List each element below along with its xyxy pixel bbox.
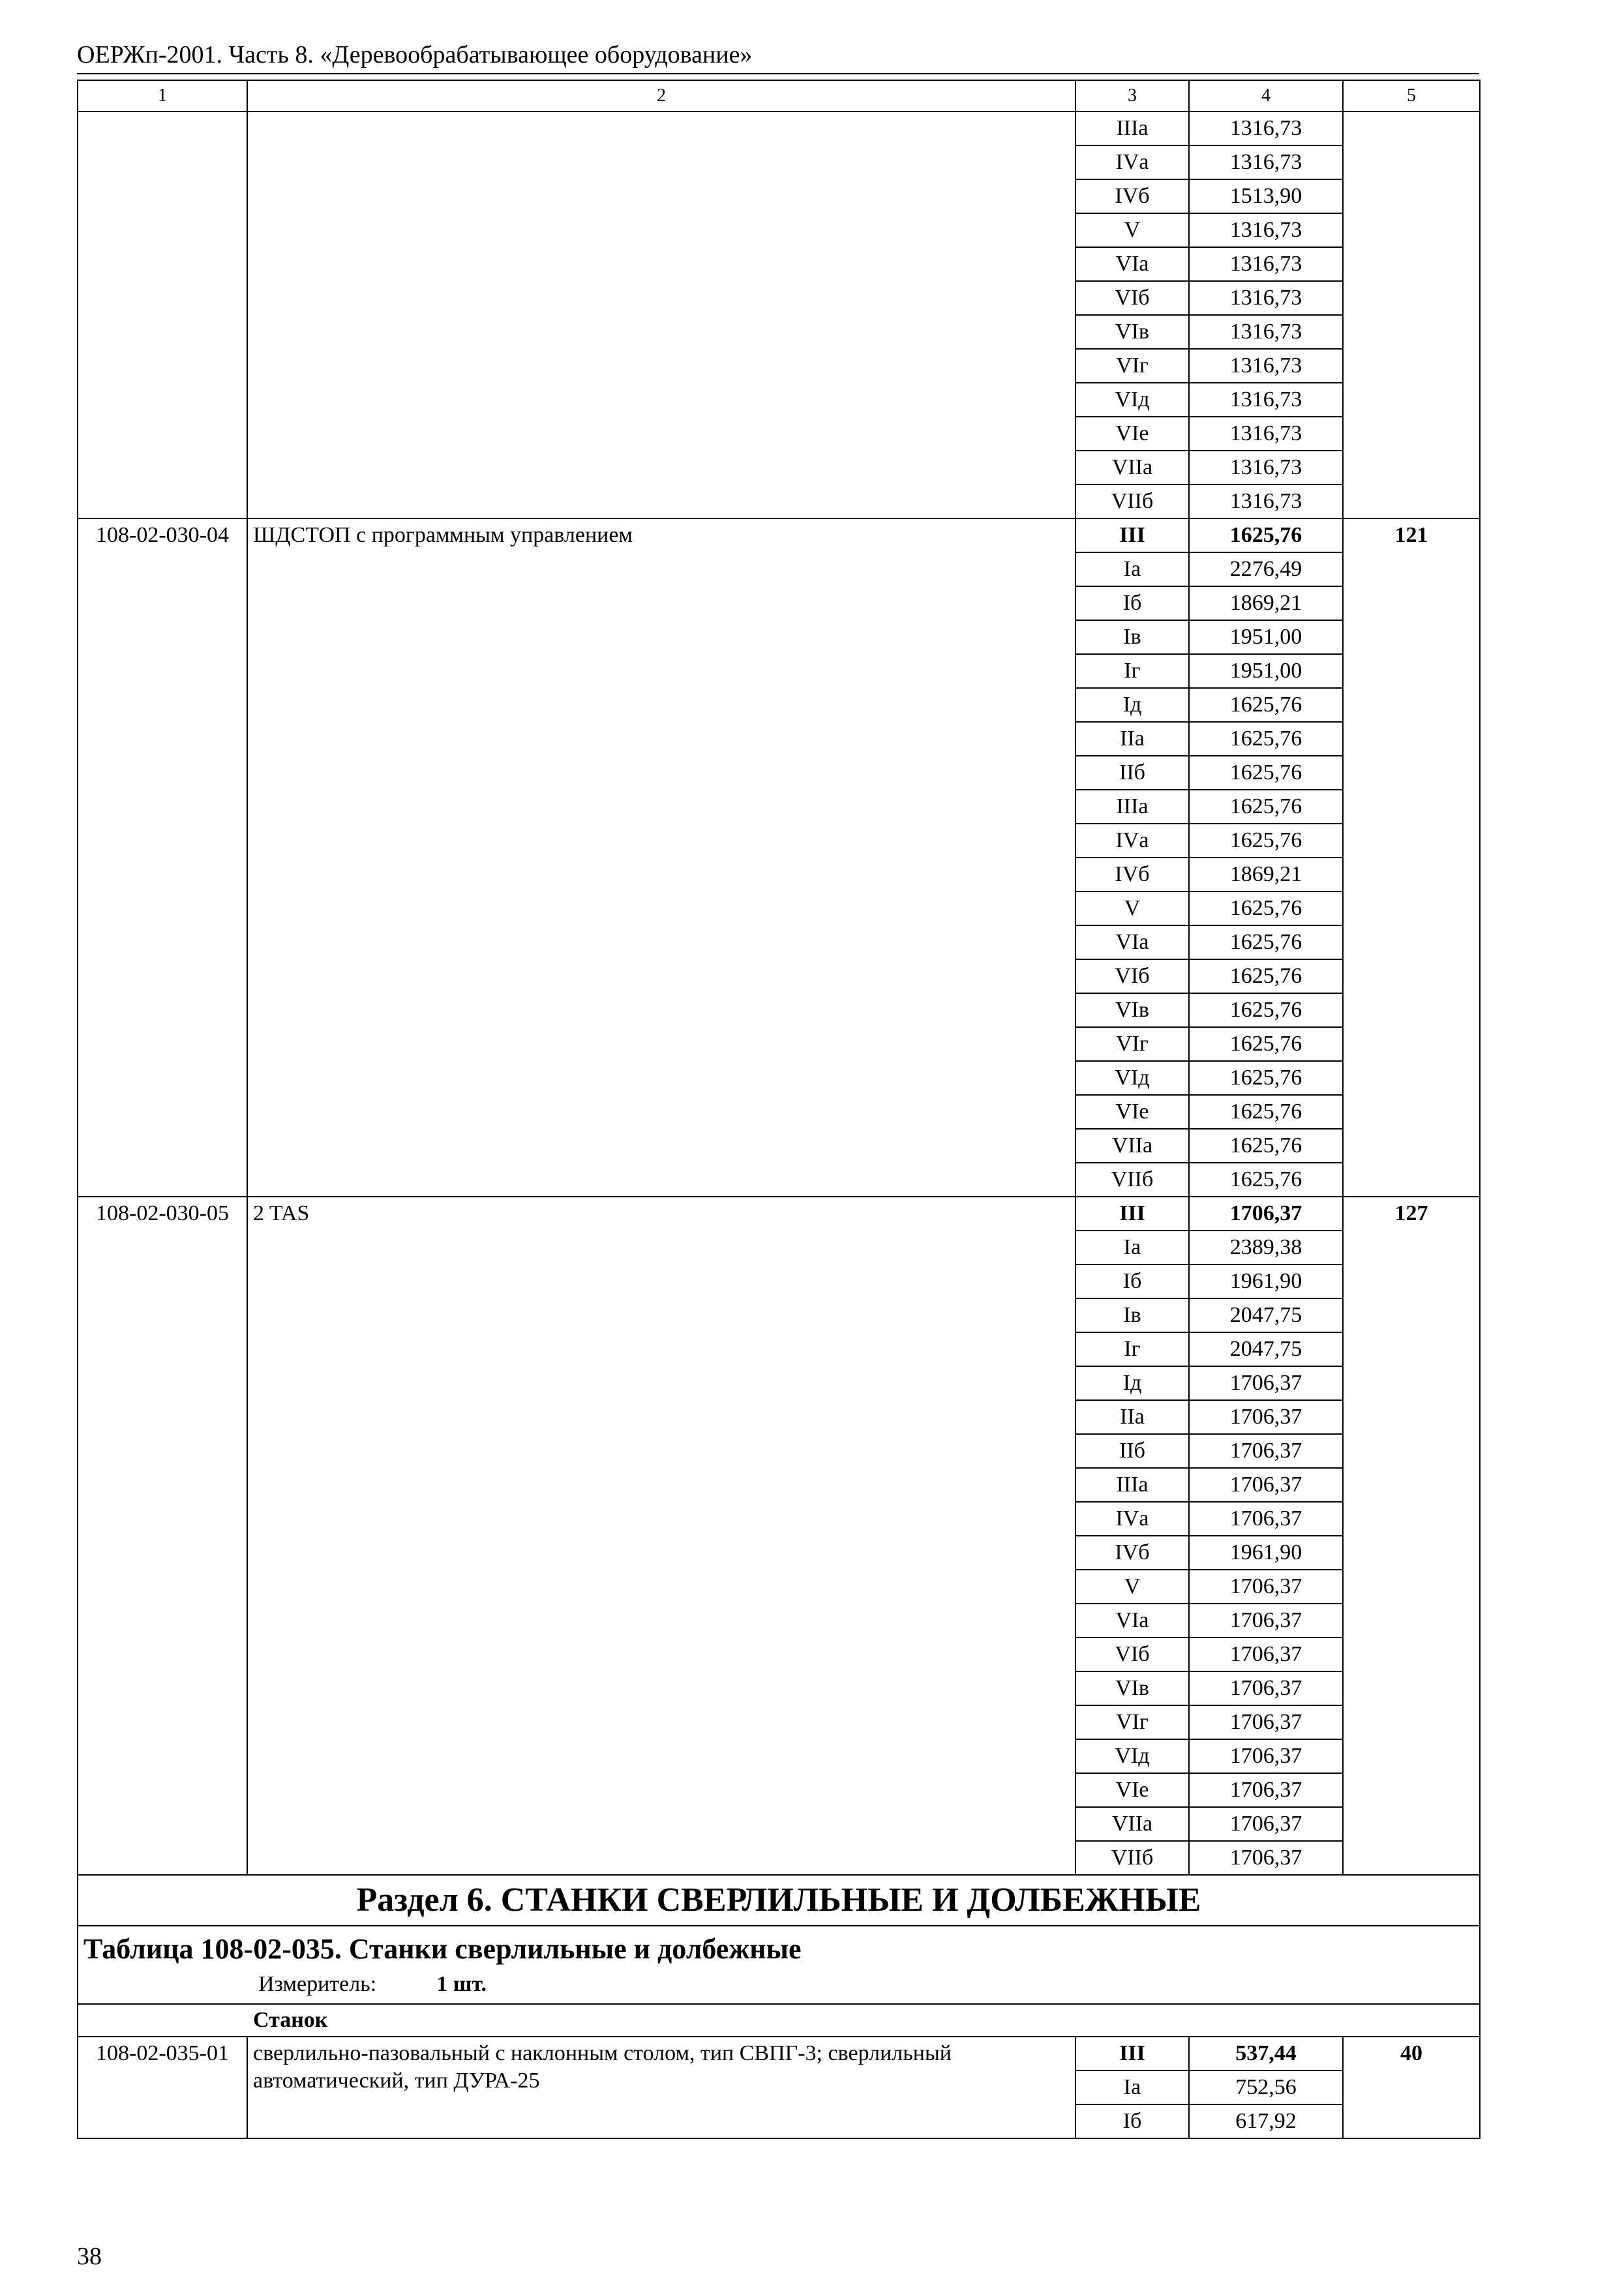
zone-cell: IIа xyxy=(1075,1400,1189,1434)
zone-cell: VIб xyxy=(1075,1638,1189,1671)
subtable-header xyxy=(78,1926,1480,2004)
base-zone-cell: III xyxy=(1075,1197,1189,1231)
zone-cell: Iб xyxy=(1075,1264,1189,1298)
value-cell: 1869,21 xyxy=(1189,586,1343,620)
value-cell: 1316,73 xyxy=(1189,213,1343,247)
zone-cell: IVа xyxy=(1075,824,1189,858)
value-cell: 1625,76 xyxy=(1189,722,1343,756)
value-cell: 1625,76 xyxy=(1189,925,1343,959)
value-cell: 1706,37 xyxy=(1189,1638,1343,1671)
value-cell: 1706,37 xyxy=(1189,1705,1343,1739)
rates-table xyxy=(77,80,1481,2139)
value-cell: 1706,37 xyxy=(1189,1841,1343,1875)
code-cell xyxy=(78,112,247,518)
zone-cell: VIIб xyxy=(1075,485,1189,518)
zone-cell: VIе xyxy=(1075,417,1189,451)
value-cell: 1869,21 xyxy=(1189,858,1343,891)
item-name: сверлильно-пазовальный с наклонным столом, тип СВПГ-3; сверлильный автоматический, тип ДУРА-25 xyxy=(247,2037,1075,2138)
value-cell: 1951,00 xyxy=(1189,620,1343,654)
value-cell: 1951,00 xyxy=(1189,654,1343,688)
zone-cell: VIд xyxy=(1075,1739,1189,1773)
zone-cell: IVа xyxy=(1075,145,1189,179)
zone-cell: Iб xyxy=(1075,586,1189,620)
value-cell: 1625,76 xyxy=(1189,1027,1343,1061)
zone-cell: Iа xyxy=(1075,1231,1189,1264)
zone-cell: Iа xyxy=(1075,2071,1189,2104)
zone-cell: VIIб xyxy=(1075,1841,1189,1875)
zone-cell: Iв xyxy=(1075,620,1189,654)
zone-cell: VIв xyxy=(1075,1671,1189,1705)
value-cell: 1316,73 xyxy=(1189,315,1343,349)
zone-cell: IIIа xyxy=(1075,112,1189,145)
column-header: 4 xyxy=(1189,80,1343,112)
value-cell: 1706,37 xyxy=(1189,1739,1343,1773)
value-cell: 1625,76 xyxy=(1189,959,1343,993)
name-cell xyxy=(247,112,1075,518)
zone-cell: IVб xyxy=(1075,1536,1189,1570)
base-value-cell: 1706,37 xyxy=(1189,1197,1343,1231)
zone-cell: Iг xyxy=(1075,1332,1189,1366)
zone-cell: IVб xyxy=(1075,179,1189,213)
item-row xyxy=(78,1197,1480,1231)
column-header: 1 xyxy=(78,80,247,112)
value-cell: 1706,37 xyxy=(1189,1773,1343,1807)
value-cell: 1316,73 xyxy=(1189,417,1343,451)
zone-cell: Iб xyxy=(1075,2104,1189,2138)
zone-cell: Iг xyxy=(1075,654,1189,688)
col5-cell: 127 xyxy=(1343,1197,1480,1875)
header-rule xyxy=(77,73,1479,74)
column-header: 2 xyxy=(247,80,1075,112)
zone-cell: VIIа xyxy=(1075,1129,1189,1163)
unit-label: Измеритель: xyxy=(258,1972,377,1996)
zone-cell: Iд xyxy=(1075,688,1189,722)
base-value-cell: 1625,76 xyxy=(1189,518,1343,552)
zone-cell: IVб xyxy=(1075,858,1189,891)
zone-cell: IIIа xyxy=(1075,790,1189,824)
value-cell: 1316,73 xyxy=(1189,145,1343,179)
value-cell: 1961,90 xyxy=(1189,1536,1343,1570)
table-row xyxy=(78,112,1480,145)
item-row xyxy=(78,2037,1480,2071)
item-code: 108-02-030-04 xyxy=(78,518,247,1197)
zone-cell: VIа xyxy=(1075,247,1189,281)
zone-cell: IIб xyxy=(1075,756,1189,790)
zone-cell: IIб xyxy=(1075,1434,1189,1468)
value-cell: 1316,73 xyxy=(1189,451,1343,485)
value-cell: 1706,37 xyxy=(1189,1400,1343,1434)
zone-cell: VIIа xyxy=(1075,1807,1189,1841)
subtable-title-row xyxy=(78,1926,1480,2004)
zone-cell: VIб xyxy=(1075,959,1189,993)
value-cell: 1625,76 xyxy=(1189,688,1343,722)
col5-cell xyxy=(1343,112,1480,518)
value-cell: 1625,76 xyxy=(1189,993,1343,1027)
col5-cell: 121 xyxy=(1343,518,1480,1197)
value-cell: 1706,37 xyxy=(1189,1570,1343,1604)
value-cell: 1625,76 xyxy=(1189,1129,1343,1163)
value-cell: 1625,76 xyxy=(1189,824,1343,858)
zone-cell: Iд xyxy=(1075,1366,1189,1400)
zone-cell: IIIа xyxy=(1075,1468,1189,1502)
value-cell: 1625,76 xyxy=(1189,891,1343,925)
value-cell: 1625,76 xyxy=(1189,1163,1343,1197)
value-cell: 1513,90 xyxy=(1189,179,1343,213)
zone-cell: VIе xyxy=(1075,1773,1189,1807)
zone-cell: VIIа xyxy=(1075,451,1189,485)
value-cell: 1316,73 xyxy=(1189,247,1343,281)
zone-cell: VIг xyxy=(1075,1705,1189,1739)
item-code: 108-02-030-05 xyxy=(78,1197,247,1875)
section-row xyxy=(78,1875,1480,1926)
zone-cell: Iа xyxy=(1075,552,1189,586)
page-header: ОЕРЖп-2001. Часть 8. «Деревообрабатывающее оборудование» xyxy=(77,41,753,68)
value-cell: 2047,75 xyxy=(1189,1298,1343,1332)
zone-cell: VIа xyxy=(1075,925,1189,959)
zone-cell: VIд xyxy=(1075,1061,1189,1095)
value-cell: 2276,49 xyxy=(1189,552,1343,586)
value-cell: 1625,76 xyxy=(1189,1095,1343,1129)
value-cell: 1706,37 xyxy=(1189,1807,1343,1841)
value-cell: 1706,37 xyxy=(1189,1366,1343,1400)
zone-cell: IVа xyxy=(1075,1502,1189,1536)
zone-cell: V xyxy=(1075,1570,1189,1604)
value-cell: 1706,37 xyxy=(1189,1671,1343,1705)
value-cell: 1316,73 xyxy=(1189,112,1343,145)
group-row xyxy=(78,2004,1480,2037)
item-name: ШДСТОП с программным управлением xyxy=(247,518,1075,1197)
value-cell: 1625,76 xyxy=(1189,756,1343,790)
value-cell: 1316,73 xyxy=(1189,349,1343,383)
column-header: 3 xyxy=(1075,80,1189,112)
value-cell: 1625,76 xyxy=(1189,790,1343,824)
zone-cell: VIе xyxy=(1075,1095,1189,1129)
value-cell: 1316,73 xyxy=(1189,485,1343,518)
value-cell: 1316,73 xyxy=(1189,383,1343,417)
zone-cell: Iв xyxy=(1075,1298,1189,1332)
zone-cell: VIд xyxy=(1075,383,1189,417)
value-cell: 1316,73 xyxy=(1189,281,1343,315)
value-cell: 617,92 xyxy=(1189,2104,1343,2138)
zone-cell: V xyxy=(1075,891,1189,925)
base-value-cell: 537,44 xyxy=(1189,2037,1343,2071)
value-cell: 1706,37 xyxy=(1189,1434,1343,1468)
column-header: 5 xyxy=(1343,80,1480,112)
rates-table-body xyxy=(78,80,1480,2138)
zone-cell: VIг xyxy=(1075,349,1189,383)
item-name: 2 TAS xyxy=(247,1197,1075,1875)
zone-cell: VIб xyxy=(1075,281,1189,315)
group-label: Станок xyxy=(78,2004,1480,2037)
item-row xyxy=(78,518,1480,552)
value-cell: 1706,37 xyxy=(1189,1502,1343,1536)
value-cell: 2047,75 xyxy=(1189,1332,1343,1366)
zone-cell: VIа xyxy=(1075,1604,1189,1638)
zone-cell: V xyxy=(1075,213,1189,247)
unit-value: 1 шт. xyxy=(436,1972,487,1996)
value-cell: 1706,37 xyxy=(1189,1604,1343,1638)
column-header-row xyxy=(78,80,1480,112)
zone-cell: VIв xyxy=(1075,315,1189,349)
col5-cell: 40 xyxy=(1343,2037,1480,2138)
zone-cell: IIа xyxy=(1075,722,1189,756)
section-title: Раздел 6. СТАНКИ СВЕРЛИЛЬНЫЕ И ДОЛБЕЖНЫЕ xyxy=(78,1875,1480,1926)
zone-cell: VIг xyxy=(1075,1027,1189,1061)
value-cell: 1961,90 xyxy=(1189,1264,1343,1298)
zone-cell: VIв xyxy=(1075,993,1189,1027)
value-cell: 1625,76 xyxy=(1189,1061,1343,1095)
value-cell: 752,56 xyxy=(1189,2071,1343,2104)
item-code: 108-02-035-01 xyxy=(78,2037,247,2138)
value-cell: 1706,37 xyxy=(1189,1468,1343,1502)
zone-cell: VIIб xyxy=(1075,1163,1189,1197)
subtable-title: Таблица 108-02-035. Станки сверлильные и долбежные xyxy=(83,1933,802,1965)
base-zone-cell: III xyxy=(1075,2037,1189,2071)
base-zone-cell: III xyxy=(1075,518,1189,552)
page-number: 38 xyxy=(77,2243,102,2270)
unit-line xyxy=(83,1968,1474,2001)
value-cell: 2389,38 xyxy=(1189,1231,1343,1264)
